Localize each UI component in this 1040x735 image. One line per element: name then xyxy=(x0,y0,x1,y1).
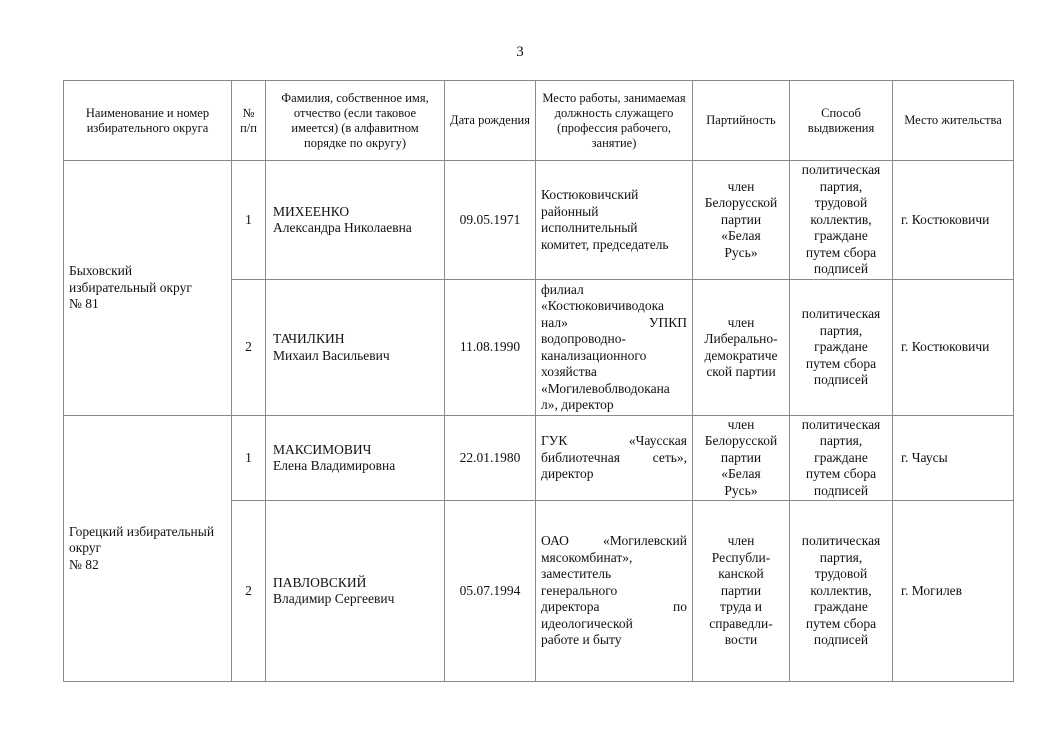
party-line: «Белая xyxy=(721,228,761,244)
workplace-line: районный xyxy=(541,203,599,219)
birth-date: 05.07.1994 xyxy=(445,501,536,682)
party-line: демократиче xyxy=(704,347,778,363)
candidate-given-names: Александра Николаевна xyxy=(273,220,412,235)
party-line: Белорусской xyxy=(704,433,778,449)
table-row xyxy=(64,416,1014,501)
nomination-line: партия, xyxy=(819,322,863,338)
candidate-given-names: Владимир Сергеевич xyxy=(273,591,395,606)
workplace-line: водопроводно- xyxy=(541,331,626,346)
nomination-line: граждане xyxy=(814,228,868,244)
party-line: партии xyxy=(720,582,762,598)
nomination-line: коллектив, xyxy=(810,582,872,598)
workplace-line: библиотечная сеть», xyxy=(541,449,687,465)
candidate-surname: МАКСИМОВИЧ xyxy=(273,441,372,457)
party-line: «Белая xyxy=(721,466,761,482)
header-workplace: Место работы, занимаемая должность служащего (профессия рабочего, занятие) xyxy=(536,81,693,161)
nomination-line: путем сбора xyxy=(805,615,877,631)
candidate-name-cell xyxy=(266,416,445,501)
nomination-line: подписей xyxy=(813,261,869,277)
party-line: труда и xyxy=(720,599,762,615)
nomination-line: граждане xyxy=(814,599,868,615)
workplace-line: комитет, председатель xyxy=(541,236,669,252)
header-residence: Место жительства xyxy=(893,81,1014,161)
nomination-cell xyxy=(790,416,893,501)
candidate-surname: ПАВЛОВСКИЙ xyxy=(273,574,367,590)
workplace-cell xyxy=(536,501,693,682)
workplace-line: директор xyxy=(541,466,594,482)
workplace-line: Костюковичский xyxy=(541,187,639,202)
party-line: Республи- xyxy=(711,549,771,565)
workplace-line: идеологической xyxy=(541,615,633,631)
party-line: вости xyxy=(724,632,758,648)
candidate-surname: МИХЕЕНКО xyxy=(273,203,350,219)
candidate-number: 1 xyxy=(232,161,266,280)
nomination-line: политическая xyxy=(801,533,881,549)
residence: г. Могилев xyxy=(893,501,1014,682)
party-line: партии xyxy=(720,211,762,227)
district-cell xyxy=(64,161,232,416)
nomination-line: политическая xyxy=(801,162,881,178)
workplace-line: канализационного xyxy=(541,347,647,363)
candidate-number: 2 xyxy=(232,501,266,682)
nomination-line: трудовой xyxy=(814,195,868,211)
header-name: Фамилия, собственное имя, отчество (если таковое имеется) (в алфавитном порядке по округу) xyxy=(266,81,445,161)
party-line: член xyxy=(727,178,755,194)
birth-date: 11.08.1990 xyxy=(445,280,536,416)
nomination-line: партия, xyxy=(819,549,863,565)
nomination-line: путем сбора xyxy=(805,244,877,260)
candidate-name-cell xyxy=(266,280,445,416)
party-cell xyxy=(693,416,790,501)
district-name-line: № 81 xyxy=(69,296,99,312)
header-district: Наименование и номер избирательного округа xyxy=(64,81,232,161)
party-cell xyxy=(693,161,790,280)
candidate-surname: ТАЧИЛКИН xyxy=(273,331,345,346)
nomination-line: политическая xyxy=(801,306,881,322)
candidate-number: 1 xyxy=(232,416,266,501)
district-name-line: Горецкий избирательный xyxy=(69,523,215,539)
workplace-line: генерального xyxy=(541,582,618,598)
workplace-line: директора по xyxy=(541,599,687,615)
district-name-line: Быховский xyxy=(69,263,133,279)
header-nomination: Способ выдвижения xyxy=(790,81,893,161)
nomination-line: подписей xyxy=(813,482,869,498)
header-party: Партийность xyxy=(693,81,790,161)
party-line: Белорусской xyxy=(704,195,778,211)
district-name-line: № 82 xyxy=(69,556,99,572)
header-birth-date: Дата рождения xyxy=(445,81,536,161)
nomination-cell xyxy=(790,501,893,682)
workplace-line: л», директор xyxy=(541,397,614,412)
party-line: Либерально- xyxy=(704,331,778,346)
party-line: Русь» xyxy=(724,244,758,260)
candidate-given-names: Михаил Васильевич xyxy=(273,347,390,363)
party-line: канской xyxy=(718,566,764,582)
party-line: член xyxy=(727,416,755,432)
district-name-line: округ xyxy=(69,540,102,556)
nomination-line: коллектив, xyxy=(810,211,872,227)
header-num: № п/п xyxy=(232,81,266,161)
workplace-line: «Костюковичиводока xyxy=(541,298,664,313)
workplace-cell xyxy=(536,416,693,501)
nomination-line: подписей xyxy=(813,372,869,388)
workplace-line: филиал xyxy=(541,281,584,297)
district-cell xyxy=(64,416,232,682)
workplace-line: ГУК «Чаусская xyxy=(541,433,687,449)
workplace-line: нал» УПКП xyxy=(541,314,687,330)
workplace-cell xyxy=(536,280,693,416)
nomination-line: путем сбора xyxy=(805,355,877,371)
candidate-given-names: Елена Владимировна xyxy=(273,458,396,473)
nomination-cell xyxy=(790,280,893,416)
nomination-line: партия, xyxy=(819,433,863,449)
district-name-line: избирательный округ xyxy=(69,279,192,295)
nomination-line: трудовой xyxy=(814,566,868,582)
birth-date: 09.05.1971 xyxy=(445,161,536,280)
workplace-line: заместитель xyxy=(541,566,612,582)
candidate-number: 2 xyxy=(232,280,266,416)
workplace-line: «Могилевоблводокана xyxy=(541,380,670,396)
party-line: справедли- xyxy=(709,615,773,631)
nomination-line: подписей xyxy=(813,632,869,648)
party-line: член xyxy=(727,314,755,330)
residence: г. Костюковичи xyxy=(893,280,1014,416)
nomination-line: партия, xyxy=(819,178,863,194)
nomination-cell xyxy=(790,161,893,280)
party-cell xyxy=(693,280,790,416)
residence: г. Чаусы xyxy=(893,416,1014,501)
workplace-line: хозяйства xyxy=(541,364,597,379)
residence: г. Костюковичи xyxy=(893,161,1014,280)
party-line: Русь» xyxy=(724,482,758,498)
nomination-line: политическая xyxy=(801,416,881,432)
party-line: член xyxy=(727,533,755,549)
workplace-cell xyxy=(536,161,693,280)
party-cell xyxy=(693,501,790,682)
page-number: 3 xyxy=(516,44,524,60)
workplace-line: исполнительный xyxy=(541,220,638,235)
birth-date: 22.01.1980 xyxy=(445,416,536,501)
party-line: партии xyxy=(720,449,762,465)
candidate-name-cell xyxy=(266,501,445,682)
table-header-row xyxy=(64,81,1014,161)
candidates-table xyxy=(63,80,1014,682)
nomination-line: путем сбора xyxy=(805,466,877,482)
workplace-line: ОАО «Могилевский xyxy=(541,533,687,549)
candidate-name-cell xyxy=(266,161,445,280)
workplace-line: мясокомбинат», xyxy=(541,549,633,565)
workplace-line: работе и быту xyxy=(541,632,622,648)
party-line: ской партии xyxy=(706,364,776,379)
table-row xyxy=(64,161,1014,280)
nomination-line: граждане xyxy=(814,339,868,355)
nomination-line: граждане xyxy=(814,449,868,465)
